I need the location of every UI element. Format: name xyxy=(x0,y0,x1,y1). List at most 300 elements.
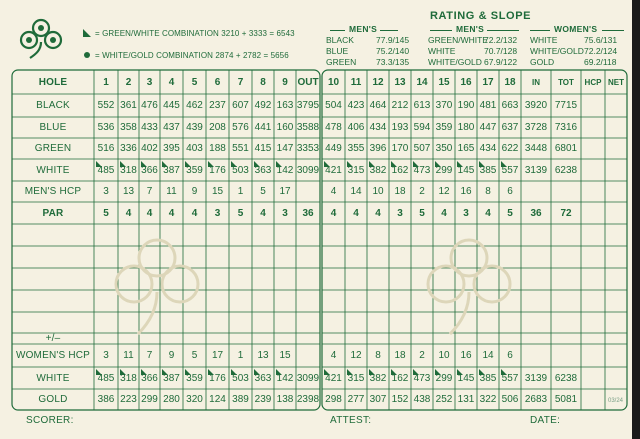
score-cell: 363 xyxy=(254,164,272,176)
score-cell: 492 xyxy=(254,100,272,111)
mens-combo-header: MEN'S xyxy=(456,24,485,34)
hole-number: IN xyxy=(532,77,540,87)
score-cell xyxy=(581,344,605,367)
score-cell xyxy=(433,333,455,344)
score-cell: 315 xyxy=(347,372,365,384)
score-cell xyxy=(581,181,605,202)
score-cell: 6 xyxy=(507,186,513,197)
score-cell xyxy=(411,224,433,246)
rating-tee: WHITE/GOLD xyxy=(530,46,584,56)
rating-tee: GREEN/WHITE xyxy=(428,35,488,45)
hole-number: 5 xyxy=(191,76,198,88)
score-cell: 252 xyxy=(435,394,453,405)
score-cell xyxy=(389,224,411,246)
score-cell: 359 xyxy=(435,122,453,133)
score-cell xyxy=(274,224,296,246)
score-cell xyxy=(322,290,345,312)
score-cell xyxy=(252,268,274,290)
hole-number: 3 xyxy=(146,76,153,88)
score-cell: 307 xyxy=(369,394,387,405)
score-cell xyxy=(183,333,206,344)
score-cell xyxy=(455,246,477,268)
score-cell xyxy=(551,344,581,367)
score-cell xyxy=(521,181,551,202)
score-cell xyxy=(551,333,581,344)
score-cell xyxy=(139,246,160,268)
score-cell xyxy=(345,290,367,312)
score-cell: 147 xyxy=(276,143,294,154)
score-cell xyxy=(605,94,627,117)
score-cell: 366 xyxy=(141,372,158,384)
score-cell xyxy=(581,367,605,389)
score-cell xyxy=(94,268,118,290)
rating-tee: WHITE xyxy=(428,46,456,56)
score-cell xyxy=(605,117,627,138)
score-cell: 165 xyxy=(457,143,475,154)
score-cell: 320 xyxy=(186,394,203,405)
score-cell xyxy=(433,268,455,290)
score-cell xyxy=(296,333,320,344)
score-cell xyxy=(499,246,521,268)
score-cell xyxy=(367,333,389,344)
score-cell xyxy=(322,312,345,333)
mens-header: MEN'S xyxy=(349,24,378,34)
score-cell xyxy=(433,290,455,312)
score-cell xyxy=(183,290,206,312)
score-cell: 6 xyxy=(507,350,513,361)
score-cell: 10 xyxy=(438,350,450,361)
score-cell: 5 xyxy=(507,207,513,219)
rating-value: 77.9/145 xyxy=(376,35,410,45)
score-cell: 17 xyxy=(279,186,291,197)
score-cell: 403 xyxy=(186,143,203,154)
score-cell xyxy=(477,333,499,344)
score-cell: 72 xyxy=(560,207,572,219)
score-cell: 366 xyxy=(141,164,158,176)
score-cell xyxy=(139,224,160,246)
score-cell: 36 xyxy=(302,207,314,219)
score-cell: 5 xyxy=(260,186,266,197)
rating-slope-title: RATING & SLOPE xyxy=(430,10,532,22)
score-cell xyxy=(389,246,411,268)
rating-tee: WHITE/GOLD xyxy=(428,57,482,67)
score-cell: 476 xyxy=(141,100,158,111)
score-cell xyxy=(206,290,229,312)
score-cell: 423 xyxy=(347,100,365,111)
rating-tee: GOLD xyxy=(530,57,555,67)
score-cell xyxy=(521,344,551,367)
score-cell xyxy=(206,268,229,290)
score-cell: 607 xyxy=(232,100,249,111)
score-cell xyxy=(521,290,551,312)
score-cell: 3099 xyxy=(296,164,320,176)
score-cell: 6238 xyxy=(554,372,578,384)
score-cell: 3728 xyxy=(524,122,548,133)
score-cell: 464 xyxy=(369,100,387,111)
score-cell: 4 xyxy=(353,207,359,219)
score-cell: 3099 xyxy=(296,372,320,384)
score-cell: 478 xyxy=(325,122,342,133)
score-cell xyxy=(551,290,581,312)
score-cell: 5 xyxy=(191,350,198,361)
score-cell: 322 xyxy=(479,394,497,405)
score-cell xyxy=(252,290,274,312)
score-cell: 485 xyxy=(97,164,115,176)
score-cell xyxy=(206,312,229,333)
score-cell xyxy=(206,246,229,268)
score-cell: 7 xyxy=(146,186,153,197)
score-cell xyxy=(367,290,389,312)
score-cell: 16 xyxy=(460,350,472,361)
score-cell xyxy=(605,268,627,290)
score-cell xyxy=(139,290,160,312)
score-cell xyxy=(296,246,320,268)
score-cell xyxy=(118,333,139,344)
score-cell xyxy=(581,268,605,290)
white-gold-combination: = WHITE/GOLD COMBINATION 2874 + 2782 = 5656 xyxy=(95,51,289,60)
row-label: WOMEN'S HCP xyxy=(15,350,91,361)
score-cell xyxy=(605,202,627,224)
score-cell: 386 xyxy=(97,394,115,405)
score-cell: 336 xyxy=(120,143,137,154)
score-cell: 4 xyxy=(330,186,337,197)
score-cell xyxy=(411,268,433,290)
score-cell xyxy=(296,268,320,290)
score-cell xyxy=(118,246,139,268)
score-cell: 3139 xyxy=(524,372,548,384)
score-cell: 4 xyxy=(191,207,198,219)
score-cell xyxy=(274,290,296,312)
score-cell xyxy=(499,290,521,312)
score-cell: 193 xyxy=(391,122,409,133)
score-cell xyxy=(581,94,605,117)
score-cell: 396 xyxy=(369,143,387,154)
score-cell xyxy=(605,312,627,333)
score-cell: 4 xyxy=(485,207,491,219)
score-cell xyxy=(160,246,183,268)
score-cell: 434 xyxy=(479,143,497,154)
score-cell xyxy=(581,290,605,312)
score-cell xyxy=(118,268,139,290)
score-cell xyxy=(367,268,389,290)
score-cell: 3795 xyxy=(296,100,320,111)
rating-value: 72.2/124 xyxy=(584,46,618,56)
score-cell xyxy=(521,312,551,333)
score-cell xyxy=(345,312,367,333)
score-cell: 318 xyxy=(120,164,137,176)
score-cell: 421 xyxy=(325,164,342,176)
score-cell xyxy=(433,246,455,268)
score-cell: 3 xyxy=(214,207,221,219)
score-cell xyxy=(296,312,320,333)
score-cell: 406 xyxy=(347,122,365,133)
score-cell: 9 xyxy=(191,186,198,197)
score-cell xyxy=(605,344,627,367)
score-cell: 5 xyxy=(237,207,244,219)
score-cell: 536 xyxy=(97,122,115,133)
score-cell: 622 xyxy=(501,143,519,154)
score-cell: 613 xyxy=(413,100,431,111)
score-cell: 473 xyxy=(413,164,431,176)
score-cell: 10 xyxy=(372,186,384,197)
score-cell: 299 xyxy=(435,164,453,176)
score-cell xyxy=(367,224,389,246)
score-cell: 208 xyxy=(209,122,226,133)
hole-number: 10 xyxy=(327,76,340,88)
score-cell: 358 xyxy=(120,122,137,133)
score-cell xyxy=(499,224,521,246)
score-cell xyxy=(433,312,455,333)
score-cell xyxy=(499,268,521,290)
score-cell xyxy=(118,224,139,246)
score-cell xyxy=(581,202,605,224)
rating-value: 73.3/135 xyxy=(376,57,410,67)
score-cell xyxy=(274,246,296,268)
hole-number: 2 xyxy=(125,76,132,88)
score-cell: 382 xyxy=(369,164,387,176)
score-cell xyxy=(581,159,605,181)
score-cell: 18 xyxy=(394,350,406,361)
score-cell xyxy=(551,181,581,202)
score-cell: 299 xyxy=(435,372,453,384)
row-label: GREEN xyxy=(34,143,72,154)
row-label: MEN'S HCP xyxy=(24,186,82,197)
rating-tee: WHITE xyxy=(530,35,558,45)
score-cell: 318 xyxy=(120,372,137,384)
score-cell: 359 xyxy=(186,164,203,176)
score-cell: 138 xyxy=(276,394,294,405)
score-cell xyxy=(581,224,605,246)
scorer-label: SCORER: xyxy=(26,415,74,426)
score-cell: 15 xyxy=(211,186,224,197)
score-cell xyxy=(229,312,252,333)
rating-value: 67.9/122 xyxy=(484,57,518,67)
hole-number: TOT xyxy=(558,77,574,87)
score-cell: 506 xyxy=(501,394,519,405)
hole-number: NET xyxy=(608,77,624,87)
score-cell xyxy=(296,181,320,202)
score-cell: 315 xyxy=(347,164,365,176)
hole-number: HCP xyxy=(584,77,602,87)
score-cell: 441 xyxy=(254,122,272,133)
score-cell: 434 xyxy=(369,122,387,133)
score-cell xyxy=(389,312,411,333)
score-cell: 473 xyxy=(413,372,431,384)
score-cell xyxy=(345,224,367,246)
score-cell: 3448 xyxy=(524,143,548,154)
score-cell: 15 xyxy=(279,350,291,361)
score-cell xyxy=(411,333,433,344)
row-label: +/– xyxy=(45,333,61,344)
score-cell: 3 xyxy=(397,207,403,219)
score-cell: 14 xyxy=(482,350,494,361)
score-cell: 551 xyxy=(232,143,249,154)
score-cell: 11 xyxy=(123,350,134,361)
score-cell xyxy=(183,224,206,246)
score-cell xyxy=(345,268,367,290)
hole-number: 17 xyxy=(482,76,494,88)
score-cell xyxy=(139,333,160,344)
score-cell xyxy=(274,312,296,333)
score-cell xyxy=(455,312,477,333)
score-cell: 557 xyxy=(501,164,519,176)
hole-number: 12 xyxy=(372,76,384,88)
score-cell: 2 xyxy=(419,186,425,197)
hole-number: 9 xyxy=(282,76,288,88)
attest-label: ATTEST: xyxy=(330,415,372,426)
hole-header: HOLE xyxy=(38,76,68,88)
score-cell xyxy=(118,312,139,333)
score-cell: 6238 xyxy=(554,164,578,176)
row-label: BLACK xyxy=(36,100,70,111)
score-cell: 516 xyxy=(97,143,115,154)
score-cell: 4 xyxy=(125,207,132,219)
score-cell: 445 xyxy=(163,100,180,111)
score-cell xyxy=(94,312,118,333)
score-cell xyxy=(521,246,551,268)
score-cell xyxy=(160,268,183,290)
score-cell xyxy=(274,268,296,290)
score-cell xyxy=(499,312,521,333)
hole-number: 16 xyxy=(460,76,472,88)
score-cell: 176 xyxy=(209,372,226,384)
score-cell: 504 xyxy=(325,100,342,111)
score-cell xyxy=(252,333,274,344)
score-cell: 8 xyxy=(485,186,491,197)
score-cell xyxy=(551,224,581,246)
row-label: WHITE xyxy=(36,372,70,384)
score-cell: 176 xyxy=(209,164,226,176)
score-cell: 12 xyxy=(438,186,450,197)
score-cell xyxy=(367,246,389,268)
score-cell: 1 xyxy=(237,350,244,361)
score-cell: 402 xyxy=(141,143,158,154)
score-cell: 14 xyxy=(350,186,362,197)
score-cell: 163 xyxy=(276,100,294,111)
score-cell xyxy=(455,268,477,290)
score-cell xyxy=(252,246,274,268)
score-cell: 5081 xyxy=(554,394,578,405)
score-cell xyxy=(322,268,345,290)
score-cell: 11 xyxy=(166,186,177,197)
score-cell: 36 xyxy=(530,207,542,219)
score-cell: 385 xyxy=(479,164,497,176)
score-cell xyxy=(581,389,605,410)
score-cell xyxy=(605,181,627,202)
score-cell: 594 xyxy=(413,122,431,133)
score-cell: 7715 xyxy=(554,100,578,111)
score-cell xyxy=(605,159,627,181)
score-cell: 421 xyxy=(325,372,342,384)
score-cell xyxy=(605,290,627,312)
score-cell: 13 xyxy=(257,350,269,361)
score-cell: 162 xyxy=(391,372,409,384)
score-cell: 637 xyxy=(501,122,519,133)
score-cell: 237 xyxy=(209,100,226,111)
date-label: DATE: xyxy=(530,415,561,426)
score-cell: 277 xyxy=(347,394,365,405)
score-cell xyxy=(183,246,206,268)
score-cell: 363 xyxy=(254,372,272,384)
score-cell: 8 xyxy=(375,350,381,361)
score-cell: 382 xyxy=(369,372,387,384)
score-cell xyxy=(345,333,367,344)
card-code: 03/24 xyxy=(608,398,624,404)
score-cell: 663 xyxy=(501,100,519,111)
score-cell: 4 xyxy=(330,207,337,219)
score-cell: 4 xyxy=(441,207,447,219)
score-cell xyxy=(118,290,139,312)
score-cell xyxy=(229,224,252,246)
score-cell xyxy=(477,224,499,246)
score-cell: 3920 xyxy=(524,100,548,111)
score-cell: 299 xyxy=(141,394,158,405)
score-cell xyxy=(389,290,411,312)
score-cell: 438 xyxy=(413,394,431,405)
row-label: GOLD xyxy=(38,394,68,405)
score-cell: 9 xyxy=(168,350,175,361)
score-cell xyxy=(477,246,499,268)
score-cell xyxy=(581,117,605,138)
score-cell: 437 xyxy=(163,122,180,133)
score-cell xyxy=(605,333,627,344)
score-cell xyxy=(322,224,345,246)
score-cell xyxy=(389,268,411,290)
score-cell: 370 xyxy=(435,100,453,111)
score-cell: 17 xyxy=(211,350,224,361)
row-label: WHITE xyxy=(36,164,70,176)
womens-header: WOMEN'S xyxy=(554,24,598,34)
hole-number: 18 xyxy=(504,76,516,88)
score-cell xyxy=(411,246,433,268)
score-cell: 3 xyxy=(282,207,288,219)
score-cell: 6801 xyxy=(554,143,578,154)
score-cell xyxy=(94,333,118,344)
row-label xyxy=(12,290,94,312)
score-cell: 385 xyxy=(479,372,497,384)
score-cell xyxy=(160,312,183,333)
score-cell: 280 xyxy=(163,394,180,405)
score-cell: 359 xyxy=(186,372,203,384)
score-cell: 387 xyxy=(163,164,180,176)
score-cell: 503 xyxy=(232,164,249,176)
score-cell: 145 xyxy=(457,164,475,176)
hole-number: 1 xyxy=(103,76,109,88)
score-cell xyxy=(605,138,627,159)
score-cell xyxy=(367,312,389,333)
score-cell xyxy=(160,224,183,246)
rating-value: 75.2/140 xyxy=(376,46,410,56)
score-cell: 3353 xyxy=(296,143,320,154)
score-cell xyxy=(411,312,433,333)
rating-value: 72.2/132 xyxy=(484,35,518,45)
green-white-combination: = GREEN/WHITE COMBINATION 3210 + 3333 = 6543 xyxy=(95,29,295,38)
hole-number: 13 xyxy=(394,76,406,88)
score-cell: 449 xyxy=(325,143,342,154)
score-cell: 152 xyxy=(391,394,409,405)
score-cell xyxy=(477,290,499,312)
score-cell: 389 xyxy=(232,394,249,405)
score-cell: 7316 xyxy=(554,122,578,133)
score-cell: 131 xyxy=(457,394,475,405)
score-cell: 439 xyxy=(186,122,203,133)
score-cell: 552 xyxy=(97,100,115,111)
score-cell xyxy=(521,333,551,344)
hole-number: 11 xyxy=(350,76,362,88)
score-cell xyxy=(229,333,252,344)
score-cell xyxy=(521,268,551,290)
score-cell: 481 xyxy=(479,100,497,111)
